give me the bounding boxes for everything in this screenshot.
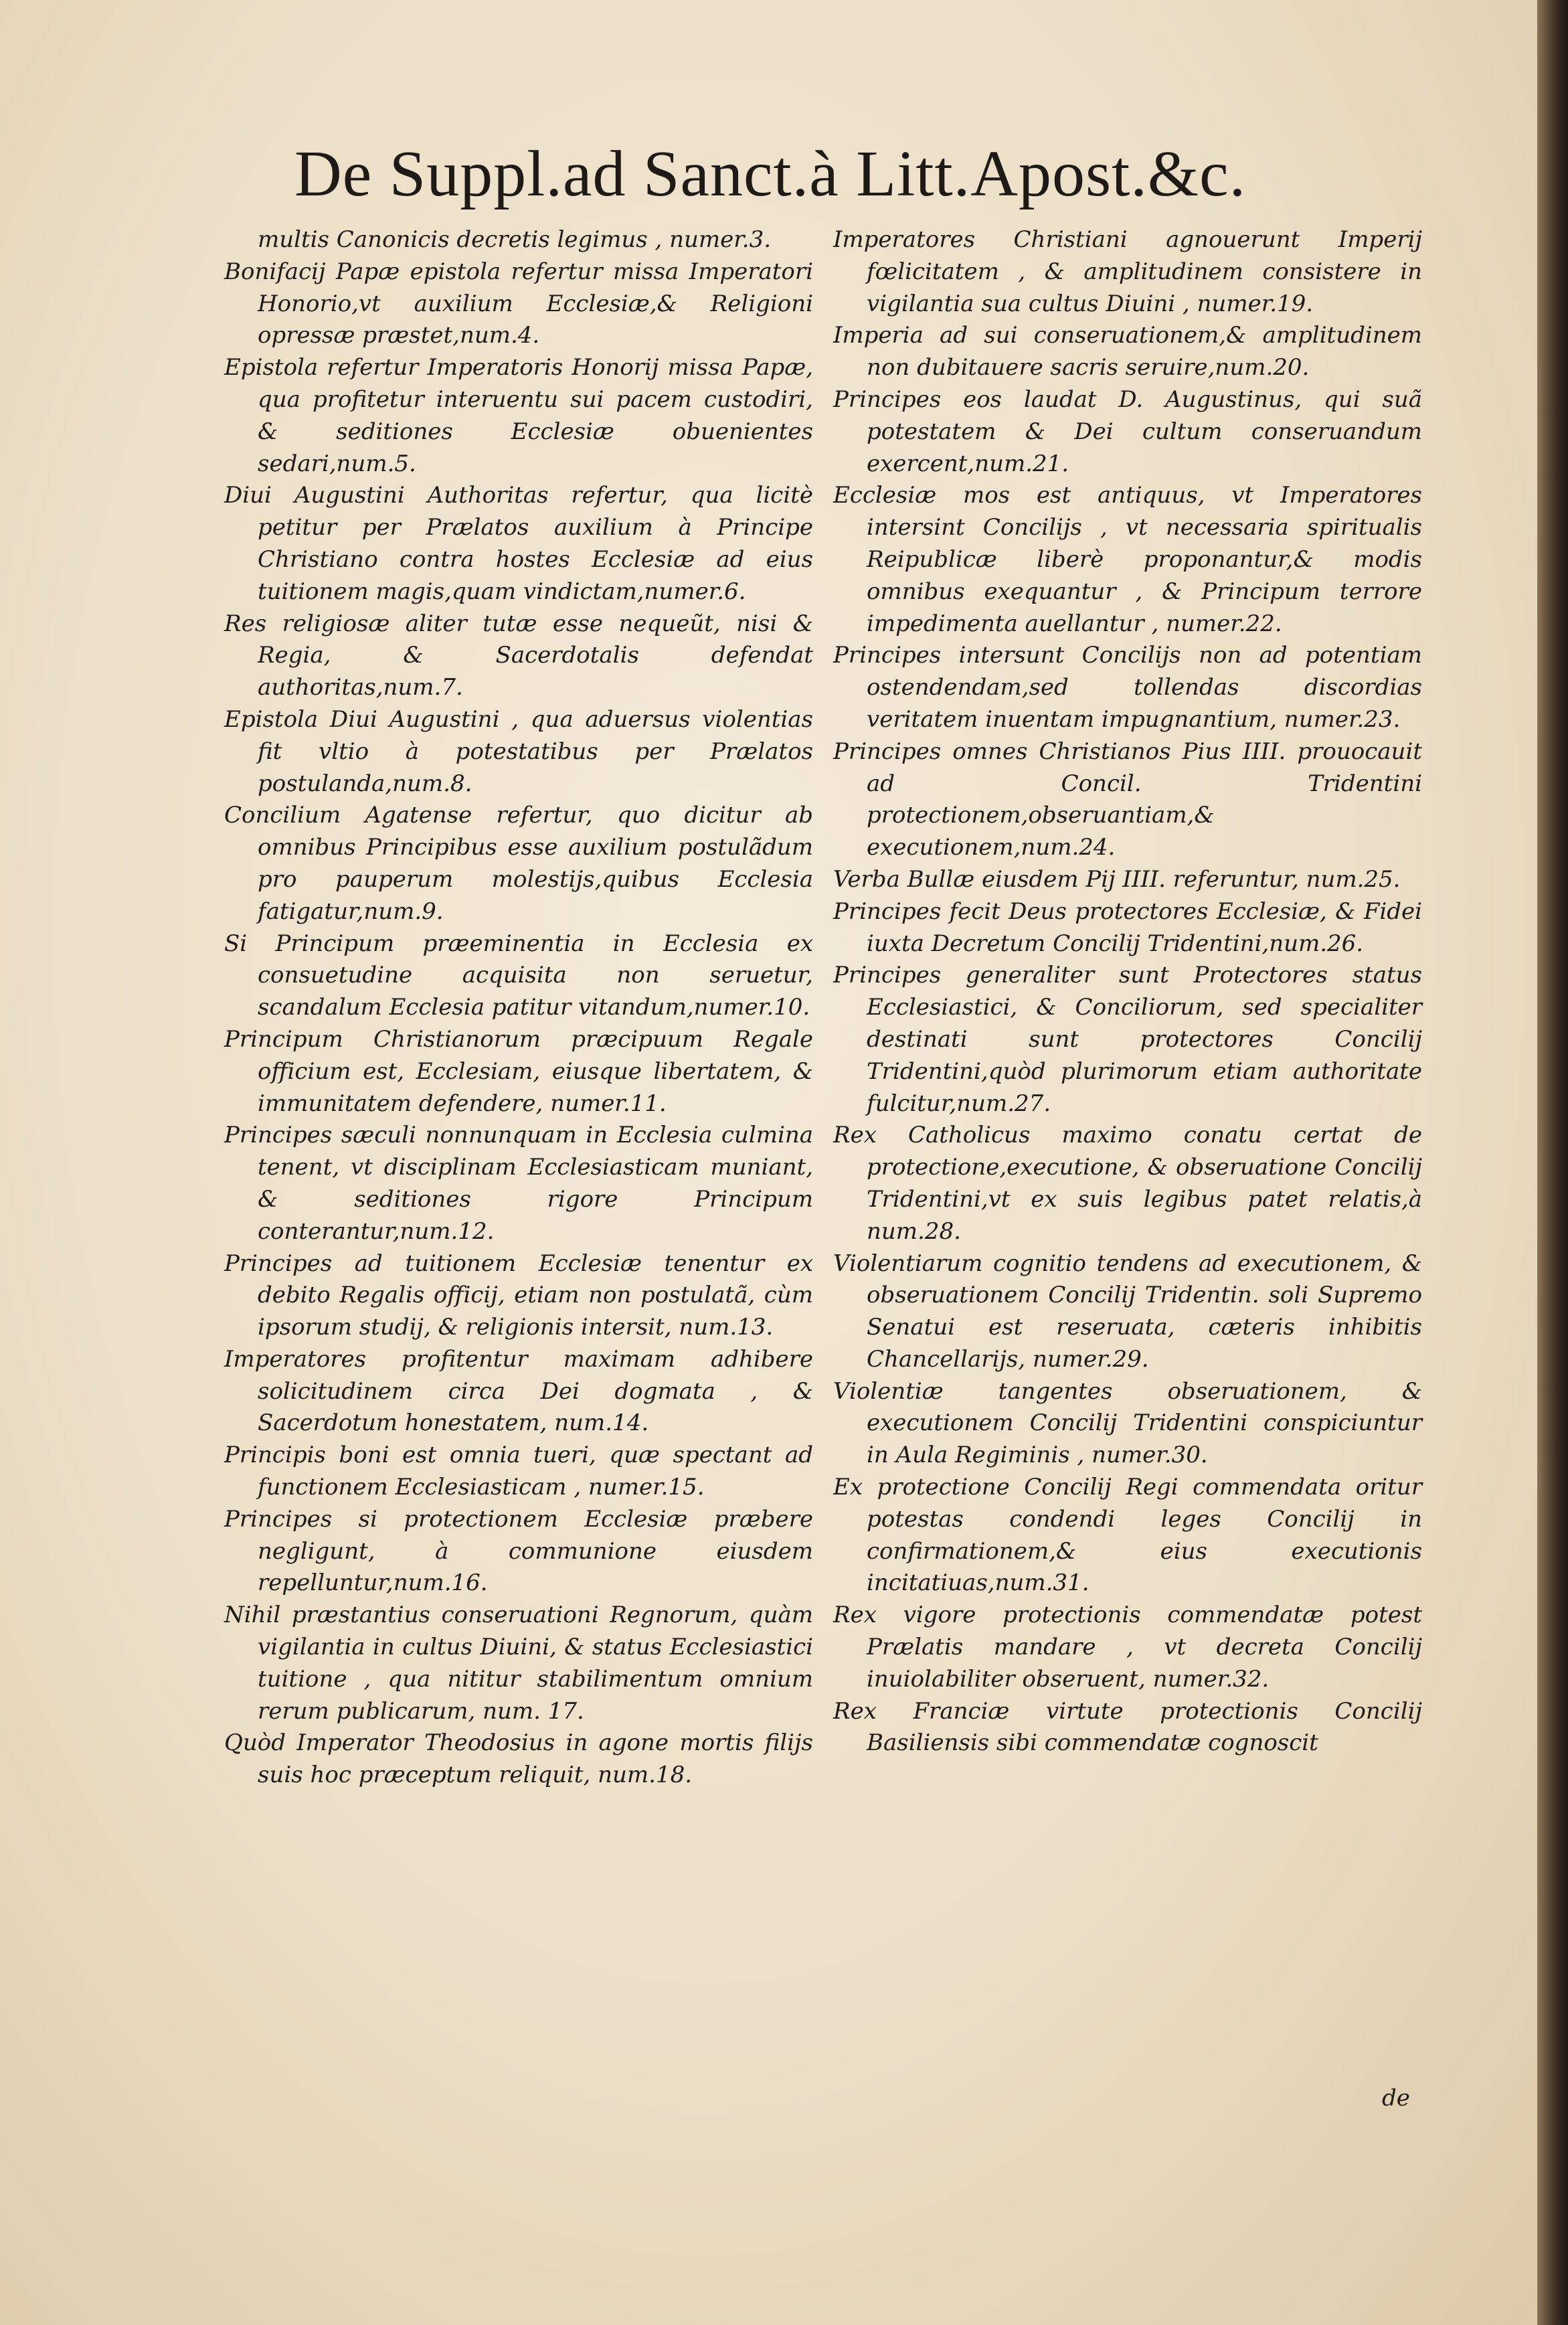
- right-column: [833, 224, 1422, 1759]
- index-entry: Si Principum præeminentia in Ecclesia ex consuetudine acquisita non seruetur, scandalum Ecclesia patitur vitandum,numer.10.: [224, 930, 813, 1021]
- index-entry: Quòd Imperator Theodosius in agone mortis filijs suis hoc præceptum reliquit, num.18.: [224, 1729, 813, 1789]
- index-entry: Epistola refertur Imperatoris Honorij missa Papæ, qua profitetur interuentu sui pacem custodiri, & seditiones Ecclesiæ obuenientes sedari,num.5.: [224, 354, 813, 477]
- index-entry: Imperatores Christiani agnouerunt Imperij fœlicitatem , & amplitudinem consistere in vigilantia sua cultus Diuini , numer.19.: [833, 226, 1422, 317]
- index-entry: Rex vigore protectionis commendatæ potest Prælatis mandare , vt decreta Concilij inuiolabiliter obseruent, numer.32.: [833, 1602, 1422, 1693]
- index-entry: Principes intersunt Concilijs non ad potentiam ostendendam,sed tollendas discordias veritatem inuentam impugnantium, numer.23.: [833, 642, 1422, 733]
- index-entry: Epistola Diui Augustini , qua aduersus violentias fit vltio à potestatibus per Prælatos postulanda,num.8.: [224, 705, 813, 797]
- index-entry: Imperia ad sui conseruationem,& amplitudinem non dubitauere sacris seruire,num.20.: [833, 322, 1422, 381]
- index-entry: Ecclesiæ mos est antiquus, vt Imperatores intersint Concilijs , vt necessaria spiritualis Reipublicæ liberè proponantur,& modis omnibus exequantur , & Principum terrore impedimenta auellantur , numer.22.: [833, 482, 1422, 637]
- index-entry: Rex Franciæ virtute protectionis Concilij Basiliensis sibi commendatæ cognoscit: [833, 1697, 1422, 1757]
- index-entry: Principes sæculi nonnunquam in Ecclesia culmina tenent, vt disciplinam Ecclesiasticam muniant, & seditiones rigore Principum conterantur,num.12.: [224, 1122, 813, 1245]
- index-entry: Principes omnes Christianos Pius IIII. prouocauit ad Concil. Tridentini protectionem,obseruantiam,& executionem,num.24.: [833, 738, 1422, 861]
- left-column: [224, 224, 813, 1792]
- index-entry: Principes fecit Deus protectores Ecclesiæ, & Fidei iuxta Decretum Concilij Tridentini,num.26.: [833, 897, 1422, 957]
- index-entry: Concilium Agatense refertur, quo dicitur ab omnibus Principibus esse auxilium postulãdum pro pauperum molestijs,quibus Ecclesia fatigatur,num.9.: [224, 802, 813, 925]
- running-header: De Suppl.ad Sanct.à Litt.Apost.&c.: [294, 138, 1247, 210]
- catchword: de: [1382, 2085, 1410, 2112]
- index-entry: Violentiarum cognitio tendens ad executionem, & obseruationem Concilij Tridentin. soli Supremo Senatui est reseruata, cæteris inhibitis Chancellarijs, numer.29.: [833, 1250, 1422, 1373]
- index-entry: multis Canonicis decretis legimus , numer.3.: [258, 226, 772, 253]
- index-entry: Principes eos laudat D. Augustinus, qui suã potestatem & Dei cultum conseruandum exercent,num.21.: [833, 385, 1422, 477]
- book-spine: [1537, 0, 1568, 2325]
- index-entry: Violentiæ tangentes obseruationem, & executionem Concilij Tridentini conspiciuntur in Aula Regiminis , numer.30.: [833, 1377, 1422, 1469]
- index-entry: Diui Augustini Authoritas refertur, qua licitè petitur per Prælatos auxilium à Principe Christiano contra hostes Ecclesiæ ad eius tuitionem magis,quam vindictam,numer.6.: [224, 482, 813, 605]
- index-entry: Rex Catholicus maximo conatu certat de protectione,executione, & obseruatione Concilij Tridentini,vt ex suis legibus patet relatis,à num.28.: [833, 1122, 1422, 1245]
- index-entry: Principum Christianorum præcipuum Regale officium est, Ecclesiam, eiusque libertatem, & immunitatem defendere, numer.11.: [224, 1025, 813, 1117]
- index-entry: Principes si protectionem Ecclesiæ præbere negligunt, à communione eiusdem repelluntur,num.16.: [224, 1505, 813, 1597]
- index-entry: Verba Bullæ eiusdem Pij IIII. referuntur, num.25.: [833, 865, 1401, 893]
- index-entry: Ex protectione Concilij Regi commendata oritur potestas condendi leges Concilij in confirmationem,& eius executionis incitatiuas,num.31.: [833, 1474, 1422, 1597]
- index-entry: Imperatores profitentur maximam adhibere solicitudinem circa Dei dogmata , & Sacerdotum honestatem, num.14.: [224, 1345, 813, 1437]
- index-entry: Nihil præstantius conseruationi Regnorum, quàm vigilantia in cultus Diuini, & status Ecclesiastici tuitione , qua nititur stabilimentum omnium rerum publicarum, num. 17.: [224, 1602, 813, 1725]
- index-entry: Res religiosæ aliter tutæ esse nequeũt, nisi & Regia, & Sacerdotalis defendat authoritas,num.7.: [224, 610, 813, 701]
- index-entry: Principis boni est omnia tueri, quæ spectant ad functionem Ecclesiasticam , numer.15.: [224, 1442, 813, 1501]
- index-entry: Principes ad tuitionem Ecclesiæ tenentur ex debito Regalis officij, etiam non postulatã, cùm ipsorum studij, & religionis intersit, num.13.: [224, 1250, 813, 1341]
- index-entry: Bonifacij Papæ epistola refertur missa Imperatori Honorio,vt auxilium Ecclesiæ,& Religioni opressæ præstet,num.4.: [224, 258, 813, 349]
- index-entry: Principes generaliter sunt Protectores status Ecclesiastici, & Conciliorum, sed specialiter destinati sunt protectores Concilij Tridentini,quòd plurimorum etiam authoritate fulcitur,num.27.: [833, 962, 1422, 1117]
